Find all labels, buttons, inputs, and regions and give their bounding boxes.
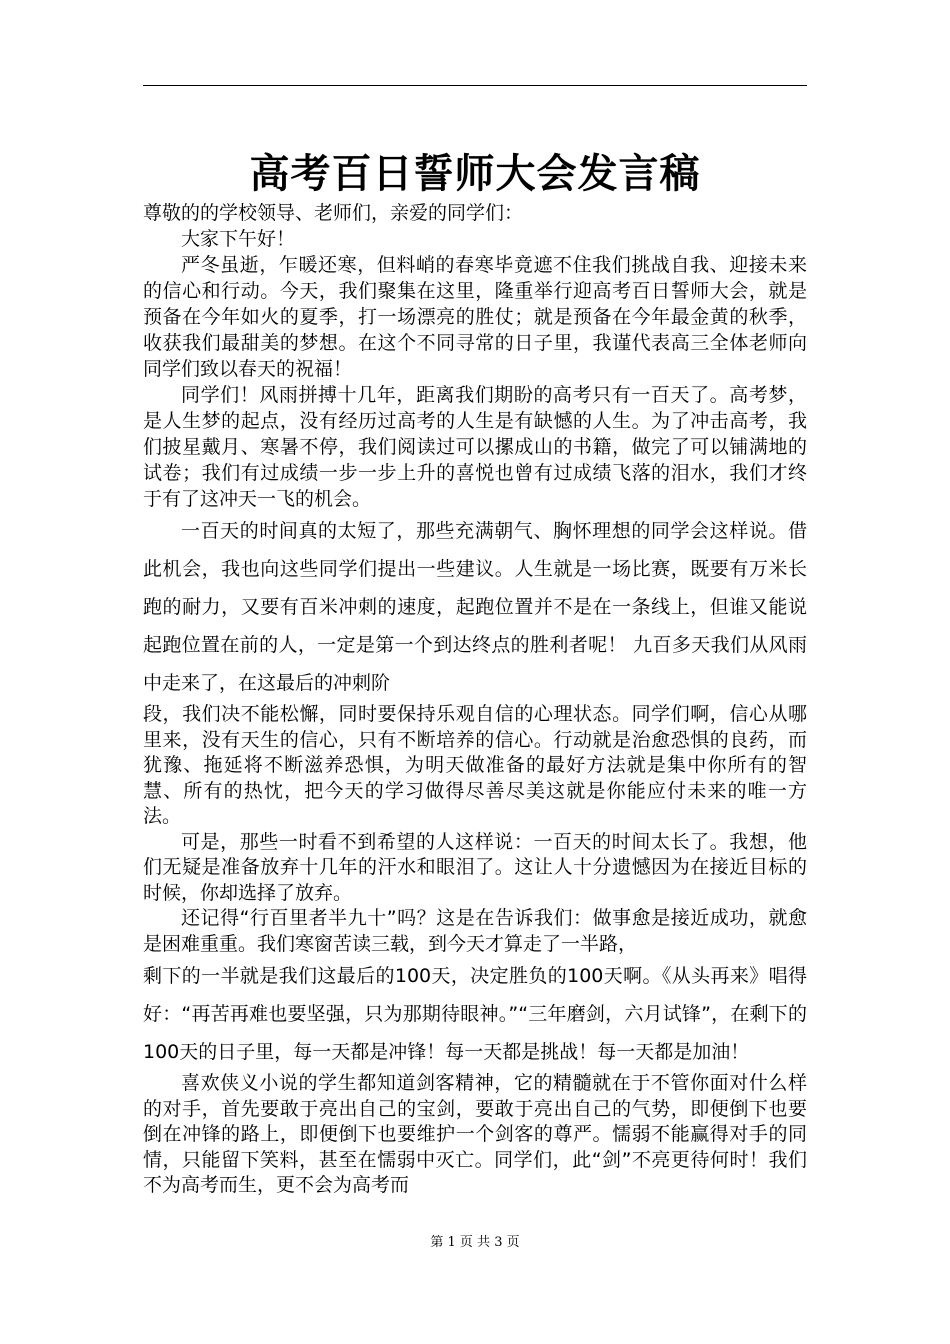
paragraph-3: 一百天的时间真的太短了，那些充满朝气、胸怀理想的同学会这样说。借此机会，我也向这些同学们提出一些建议。人生就是一场比赛，既要有万米长跑的耐力，又要有百米冲刺的速度，起跑位置并不是在一条线上，但谁又能说起跑位置在前的人，一定是第一个到达终点的胜利者呢！ 九百多天我们从风雨中走来了，在这最后的冲刺阶 bbox=[143, 520, 807, 694]
page-number: 第 1 页 共 3 页 bbox=[430, 1235, 520, 1250]
paragraph-2: 同学们！风雨拼搏十几年，距离我们期盼的高考只有一百天了。高考梦，是人生梦的起点，没有经历过高考的人生是有缺憾的人生。为了冲击高考，我们披星戴月、寒暑不停，我们阅读过可以摞成山的书籍，做完了可以铺满地的试卷；我们有过成绩一步一步上升的喜悦也曾有过成绩飞落的泪水，我们才终于有了这冲天一飞的机会。 bbox=[143, 384, 807, 510]
document-body bbox=[143, 200, 807, 1199]
greeting: 大家下午好！ bbox=[181, 228, 296, 250]
paragraph-3-continued: 段，我们决不能松懈，同时要保持乐观自信的心理状态。同学们啊，信心从哪里来，没有天生的信心，只有不断培养的信心。行动就是治愈恐惧的良药，而犹豫、拖延将不断滋养恐惧，为明天做准备的最好方法就是集中你所有的智慧、所有的热忱，把今天的学习做得尽善尽美这就是你能应付未来的唯一方法。 bbox=[143, 703, 807, 827]
paragraph-5: 还记得“行百里者半九十”吗？这是在告诉我们：做事愈是接近成功，就愈是困难重重。我们寒窗苦读三载，到今天才算走了一半路， bbox=[143, 907, 807, 955]
paragraph-4: 可是，那些一时看不到希望的人这样说：一百天的时间太长了。我想，他们无疑是准备放弃十几年的汗水和眼泪了。这让人十分遗憾因为在接近目标的时候，你却选择了放弃。 bbox=[143, 830, 807, 904]
paragraph-5-continued: 剩下的一半就是我们这最后的100天，决定胜负的100天啊。《从头再来》唱得好：“再苦再难也要坚强，只为那期待眼神。”“三年磨剑，六月试锋”，在剩下的100天的日子里，每一天都是冲锋！每一天都是挑战！每一天都是加油！ bbox=[143, 965, 807, 1063]
paragraph-6: 喜欢侠义小说的学生都知道剑客精神，它的精髓就在于不管你面对什么样的对手，首先要敢于亮出自己的宝剑，要敢于亮出自己的气势，即便倒下也要倒在冲锋的路上，即便倒下也要维护一个剑客的尊严。懦弱不能赢得对手的同情，只能留下笑料，甚至在懦弱中灭亡。同学们，此“剑”不亮更待何时！我们不为高考而生，更不会为高考而 bbox=[143, 1072, 807, 1196]
paragraph-1: 严冬虽逝，乍暖还寒，但料峭的春寒毕竟遮不住我们挑战自我、迎接未来的信心和行动。今天，我们聚集在这里，隆重举行迎高考百日誓师大会，就是预备在今年如火的夏季，打一场漂亮的胜仗；就是预备在今年最金黄的秋季，收获我们最甜美的梦想。在这个不同寻常的日子里，我谨代表高三全体老师向同学们致以春天的祝福！ bbox=[143, 254, 807, 380]
header-rule bbox=[143, 85, 807, 86]
salutation: 尊敬的的学校领导、老师们，亲爱的同学们： bbox=[143, 202, 524, 224]
page-title: 高考百日誓师大会发言稿 bbox=[249, 150, 701, 197]
